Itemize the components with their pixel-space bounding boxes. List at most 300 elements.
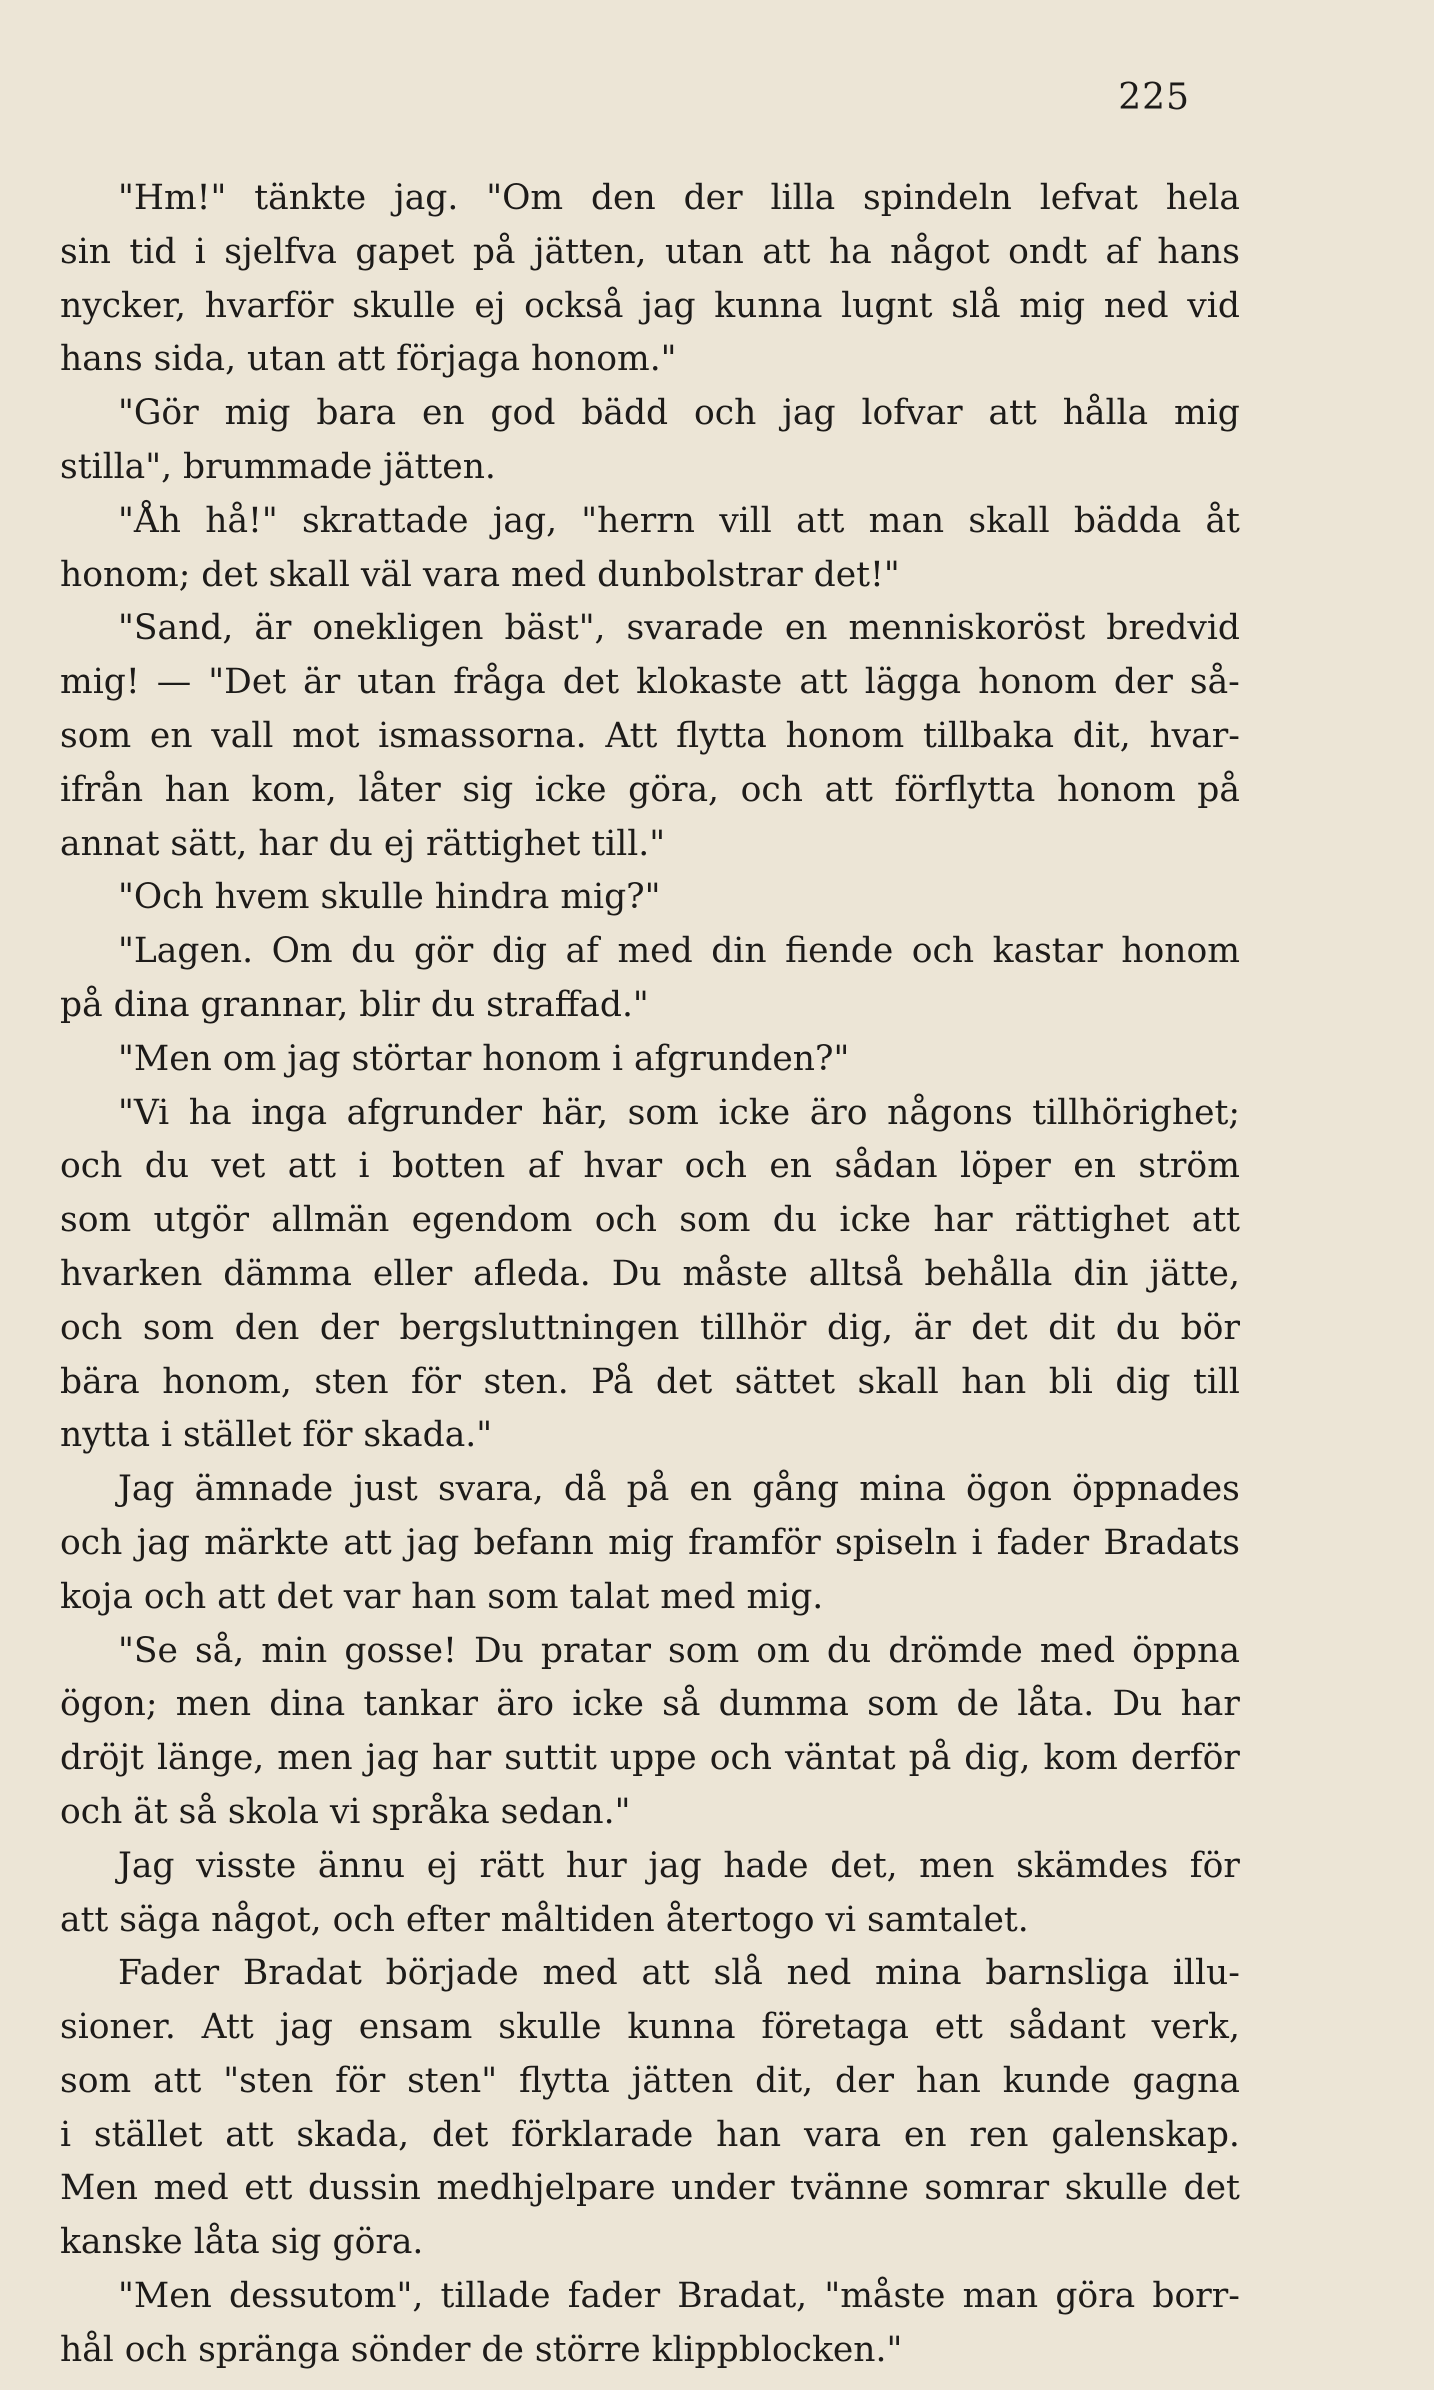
word: något (890, 231, 990, 272)
word: förflytta (894, 769, 1036, 810)
word: att (225, 2114, 274, 2155)
word: en (903, 2114, 947, 2155)
word: — (156, 662, 192, 703)
body-text (60, 172, 1240, 2378)
text-line (60, 2109, 1240, 2163)
word: lefvat (1039, 178, 1138, 218)
word: inga (251, 1092, 328, 1133)
word: hade (723, 1845, 809, 1886)
word: med (153, 2168, 229, 2209)
word: min (261, 1630, 328, 1671)
word: är (303, 662, 341, 703)
word: på (472, 231, 516, 272)
word: derför (1130, 1738, 1240, 1779)
word: du (351, 931, 396, 972)
word: jag. (394, 178, 459, 218)
word: han (164, 769, 230, 810)
word: icke (718, 1092, 791, 1133)
word: flytta (519, 2060, 610, 2101)
word: Om (271, 931, 333, 972)
word: dessutom", (229, 2276, 424, 2317)
word: göra (1055, 2276, 1136, 2317)
word: förklarade (511, 2114, 694, 2155)
word: fråga (453, 662, 546, 703)
text-line (60, 172, 1240, 226)
word: så (662, 1684, 701, 1725)
word: "Hm!" (118, 178, 227, 218)
word: nycker, (60, 285, 187, 326)
word: hålla (1062, 393, 1149, 434)
word: ett (244, 2168, 293, 2209)
word: det (655, 1361, 713, 1402)
word: dämma (223, 1253, 352, 1294)
word: galenskap. (1051, 2114, 1240, 2155)
text-line (60, 1678, 1240, 1732)
word: utgör (153, 1200, 249, 1241)
word: kastar (992, 931, 1103, 972)
word: jag (648, 1845, 702, 1886)
word: Jag (118, 1845, 175, 1886)
word: icke (534, 769, 607, 810)
word: hå!" (205, 500, 278, 541)
word: låter (358, 769, 441, 810)
word: vid (1187, 285, 1240, 326)
word: som (60, 2060, 132, 2101)
word: barnsliga (985, 1953, 1150, 1994)
word: ännu (317, 1845, 406, 1886)
word: i (971, 1522, 983, 1563)
text-line: honom; det skall väl vara med dunbolstrar det!" (60, 554, 900, 595)
text-line (60, 764, 1240, 818)
text-line: annat sätt, har du ej rättighet till." (60, 823, 666, 864)
word: afgrunder (346, 1092, 523, 1133)
word: löper (960, 1146, 1051, 1187)
word: ondt (1008, 231, 1088, 272)
word: honom (978, 662, 1097, 703)
word: jätte, (1149, 1253, 1240, 1294)
word: och (594, 1200, 657, 1241)
word: du (1115, 1307, 1161, 1348)
word: med (542, 1953, 618, 1994)
word: på (626, 1469, 670, 1510)
text-line: och ät så skola vi språka sedan." (60, 1791, 631, 1832)
word: eller (372, 1253, 453, 1294)
word: hvarför (204, 285, 334, 326)
word: och (60, 1307, 123, 1348)
word: vill (719, 500, 772, 541)
word: jätten, (533, 231, 647, 272)
word: att (153, 2060, 202, 2101)
text-line (60, 602, 1240, 656)
word: de (956, 1684, 1000, 1725)
word: jag, (492, 500, 558, 541)
word: ned (1103, 285, 1169, 326)
word: af (565, 931, 599, 972)
word: mina (875, 1953, 962, 1994)
word: för (335, 2060, 386, 2101)
word: hvar- (1149, 715, 1240, 756)
word: en (689, 1469, 733, 1510)
word: medhjelpare (436, 2168, 656, 2209)
word: har (1180, 1684, 1240, 1725)
word: stället (93, 2114, 203, 2155)
word: att (824, 769, 873, 810)
word: Bradat (242, 1953, 362, 1994)
word: hvar (583, 1146, 663, 1187)
word: honom (785, 715, 905, 756)
word: hela (1165, 178, 1240, 218)
word: är (913, 1307, 951, 1348)
word: kom (1043, 1738, 1118, 1779)
word: en (769, 1146, 812, 1187)
word: Att (605, 715, 658, 756)
word: öppnades (1071, 1469, 1240, 1510)
word: företaga (761, 2007, 909, 2048)
text-line (60, 1463, 1240, 1517)
word: ögon; (60, 1684, 158, 1725)
word: mina (859, 1469, 946, 1510)
text-line: "Men om jag störtar honom i afgrunden?" (118, 1038, 850, 1079)
word: att (1191, 1200, 1240, 1241)
word: tankar (363, 1684, 478, 1725)
word: ifrån (60, 769, 144, 810)
text-line (60, 2001, 1240, 2055)
word: slå (713, 1953, 763, 1994)
word: sig (462, 769, 514, 810)
text-line (60, 925, 1240, 979)
word: under (671, 2168, 775, 2209)
word: och (684, 1146, 747, 1187)
word: der (834, 2060, 894, 2101)
word: om (756, 1630, 810, 1671)
word: jag (279, 2007, 333, 2048)
word: som (668, 1630, 740, 1671)
word: det (971, 1307, 1028, 1348)
word: pratar (540, 1630, 651, 1671)
word: af (527, 1146, 561, 1187)
word: den (234, 1307, 300, 1348)
word: att (287, 1146, 337, 1187)
word: tillhörighet; (1032, 1092, 1240, 1133)
word: dig, (826, 1307, 894, 1348)
word: dröjt (60, 1738, 144, 1779)
word: "sten (223, 2060, 314, 2101)
text-line: "Och hvem skulle hindra mig?" (118, 877, 661, 918)
word: fader (996, 1522, 1090, 1563)
word: dig, (964, 1738, 1031, 1779)
word: der (319, 1307, 379, 1348)
word: äro (809, 1092, 868, 1133)
word: gosse! (344, 1630, 457, 1671)
word: suttit (504, 1738, 597, 1779)
word: och (60, 1146, 123, 1187)
word: han (961, 1361, 1027, 1402)
word: skulle (352, 285, 456, 326)
word: sådant (1008, 2007, 1126, 2048)
word: bredvid (1106, 608, 1240, 649)
word: skall (857, 1361, 939, 1402)
word: jätten (631, 2060, 734, 2101)
word: men (919, 1845, 995, 1886)
text-line: hål och spränga sönder de större klippblocken." (60, 2329, 903, 2370)
word: gång (752, 1469, 840, 1510)
word: som (867, 1684, 939, 1725)
word: bara (316, 393, 397, 434)
word: skulle (498, 2007, 602, 2048)
word: rätt (479, 1845, 545, 1886)
word: ej (426, 1845, 458, 1886)
word: svara, (437, 1469, 544, 1510)
word: här, (541, 1092, 609, 1133)
word: fader (567, 2276, 661, 2317)
text-line (60, 1194, 1240, 1248)
word: Jag (118, 1469, 175, 1510)
word: "Vi (118, 1092, 170, 1133)
word: är (254, 608, 292, 649)
word: tillhör (699, 1307, 807, 1348)
word: åt (1205, 500, 1240, 541)
word: och (60, 1522, 123, 1563)
word: alltså (808, 1253, 904, 1294)
text-line (60, 1087, 1240, 1141)
word: ett (934, 2007, 983, 2048)
word: vara (803, 2114, 882, 2155)
word: dit, (1072, 715, 1131, 756)
text-line (60, 2055, 1240, 2109)
word: bädda (1073, 500, 1182, 541)
word: har (933, 1200, 993, 1241)
word: att (641, 1953, 690, 1994)
word: tänkte (254, 178, 367, 218)
word: dig (491, 931, 548, 972)
text-line: hans sida, utan att förjaga honom." (60, 339, 677, 380)
word: sådan (834, 1146, 938, 1187)
word: som (60, 715, 132, 756)
word: afleda. (473, 1253, 591, 1294)
word: framför (688, 1522, 821, 1563)
word: också (524, 285, 624, 326)
word: "Se (118, 1630, 178, 1671)
word: sin (60, 231, 111, 272)
word: visste (196, 1845, 297, 1886)
word: att (762, 231, 811, 272)
word: du (826, 1630, 872, 1671)
word: Du (473, 1630, 524, 1671)
word: somrar (924, 2168, 1050, 2209)
word: skulle (1064, 2168, 1169, 2209)
word: med (617, 931, 693, 972)
word: det (1183, 2168, 1240, 2209)
word: till (1193, 1361, 1240, 1402)
word: sten. (483, 1361, 569, 1402)
word: befann (473, 1522, 594, 1563)
word: bädd (581, 393, 669, 434)
word: gör (413, 931, 474, 972)
word: sjelfva (224, 231, 337, 272)
word: ren (969, 2114, 1029, 2155)
word: dit, (755, 2060, 814, 2101)
word: jag (136, 1522, 190, 1563)
text-line (60, 387, 1240, 441)
word: tid (129, 231, 177, 272)
word: "Lagen. (118, 931, 254, 972)
word: jag (405, 1522, 460, 1563)
word: mot (292, 715, 360, 756)
word: flytta (676, 715, 767, 756)
word: illu- (1172, 1953, 1240, 1994)
word: mig (1174, 393, 1240, 434)
word: som (679, 1200, 751, 1241)
word: lugnt (841, 285, 933, 326)
word: "Det (208, 662, 287, 703)
word: icke (572, 1684, 644, 1725)
word: din (711, 931, 767, 972)
word: ej (474, 285, 506, 326)
word: fiende (785, 931, 894, 972)
word: man (868, 500, 945, 541)
word: din (1073, 1253, 1129, 1294)
word: det, (830, 1845, 898, 1886)
word: skrattade (302, 500, 469, 541)
word: menniskoröst (848, 608, 1086, 649)
word: att (988, 393, 1037, 434)
word: mig (1019, 285, 1086, 326)
word: drömde (888, 1630, 1023, 1671)
word: af (1105, 231, 1139, 272)
word: gagna (1132, 2060, 1240, 2101)
word: en (1073, 1146, 1116, 1187)
word: och (694, 393, 757, 434)
word: klokaste (636, 662, 783, 703)
word: dina (269, 1684, 346, 1725)
text-line (60, 1302, 1240, 1356)
text-line (60, 280, 1240, 334)
word: "Om (486, 178, 564, 218)
word: allmän (271, 1200, 390, 1241)
text-line (60, 1947, 1240, 2001)
word: ögon (965, 1469, 1052, 1510)
word: i (60, 2114, 72, 2155)
word: just (353, 1469, 418, 1510)
word: honom, (162, 1361, 292, 1402)
text-line (60, 1840, 1240, 1894)
word: skämdes (1016, 1845, 1169, 1886)
word: ensam (358, 2007, 473, 2048)
word: Bradat, (677, 2276, 808, 2317)
word: ämnade (194, 1469, 334, 1510)
word: han (915, 2060, 981, 2101)
word: dussin (307, 2168, 421, 2209)
word: sioner. (60, 2007, 176, 2048)
word: så- (1189, 662, 1240, 703)
word: och (740, 769, 803, 810)
word: skada, (296, 2114, 410, 2155)
word: Att (201, 2007, 254, 2048)
word: utan (664, 231, 744, 272)
word: i (358, 1146, 370, 1187)
word: märkte (204, 1522, 330, 1563)
word: att (796, 500, 845, 541)
word: onekligen (312, 608, 484, 649)
word: ström (1138, 1146, 1240, 1187)
text-line: stilla", brummade jätten. (60, 446, 496, 487)
word: väntat (785, 1738, 896, 1779)
word: kunde (1002, 2060, 1111, 2101)
word: jag (365, 1738, 419, 1779)
word: Fader (118, 1953, 220, 1994)
word: rättighet (1014, 1200, 1170, 1241)
word: gapet (355, 231, 455, 272)
text-line: koja och att det var han som talat med mig. (60, 1576, 824, 1617)
word: "måste (824, 2276, 946, 2317)
word: sättet (734, 1361, 836, 1402)
word: borr- (1152, 2276, 1240, 2317)
word: att (343, 1522, 392, 1563)
word: började (385, 1953, 519, 1994)
text-line (60, 1625, 1240, 1679)
word: spindeln (863, 178, 1012, 218)
word: dig (1115, 1361, 1171, 1402)
word: jag (642, 285, 696, 326)
word: "Men (118, 2276, 212, 2317)
word: behålla (924, 1253, 1053, 1294)
word: der (1113, 662, 1173, 703)
word: låta. (1017, 1684, 1095, 1725)
text-line (60, 1248, 1240, 1302)
word: så, (194, 1630, 245, 1671)
word: bli (1048, 1361, 1093, 1402)
text-line: kanske låta sig göra. (60, 2222, 424, 2263)
word: utan (357, 662, 437, 703)
text-line (60, 1140, 1240, 1194)
word: en (784, 608, 828, 649)
word: måste (682, 1253, 788, 1294)
word: lofvar (861, 393, 963, 434)
word: det (562, 662, 620, 703)
text-line: nytta i stället för skada." (60, 1415, 493, 1456)
word: det (431, 2114, 489, 2155)
word: "Åh (118, 500, 182, 541)
word: mig! (60, 662, 140, 703)
word: uppe (609, 1738, 697, 1779)
word: men (175, 1684, 252, 1725)
word: som (142, 1307, 215, 1348)
word: bära (60, 1361, 140, 1402)
word: du (772, 1200, 818, 1241)
word: ismassorna. (378, 715, 587, 756)
text-line (60, 1356, 1240, 1410)
word: då (563, 1469, 607, 1510)
word: öppna (1132, 1630, 1240, 1671)
word: botten (391, 1146, 506, 1187)
word: lilla (770, 178, 836, 218)
word: har (432, 1738, 492, 1779)
page-number: 225 (1118, 77, 1190, 118)
word: kunna (627, 2007, 736, 2048)
text-line (60, 710, 1240, 764)
word: "Sand, (118, 608, 234, 649)
word: ha (188, 1092, 232, 1133)
word: kunna (714, 285, 823, 326)
word: lägga (864, 662, 962, 703)
word: "herrn (581, 500, 696, 541)
word: den (590, 178, 656, 218)
word: han (716, 2114, 782, 2155)
word: hvarken (60, 1253, 203, 1294)
word: skall (968, 500, 1050, 541)
word: sten" (407, 2060, 498, 2101)
word: Bradats (1103, 1522, 1240, 1563)
